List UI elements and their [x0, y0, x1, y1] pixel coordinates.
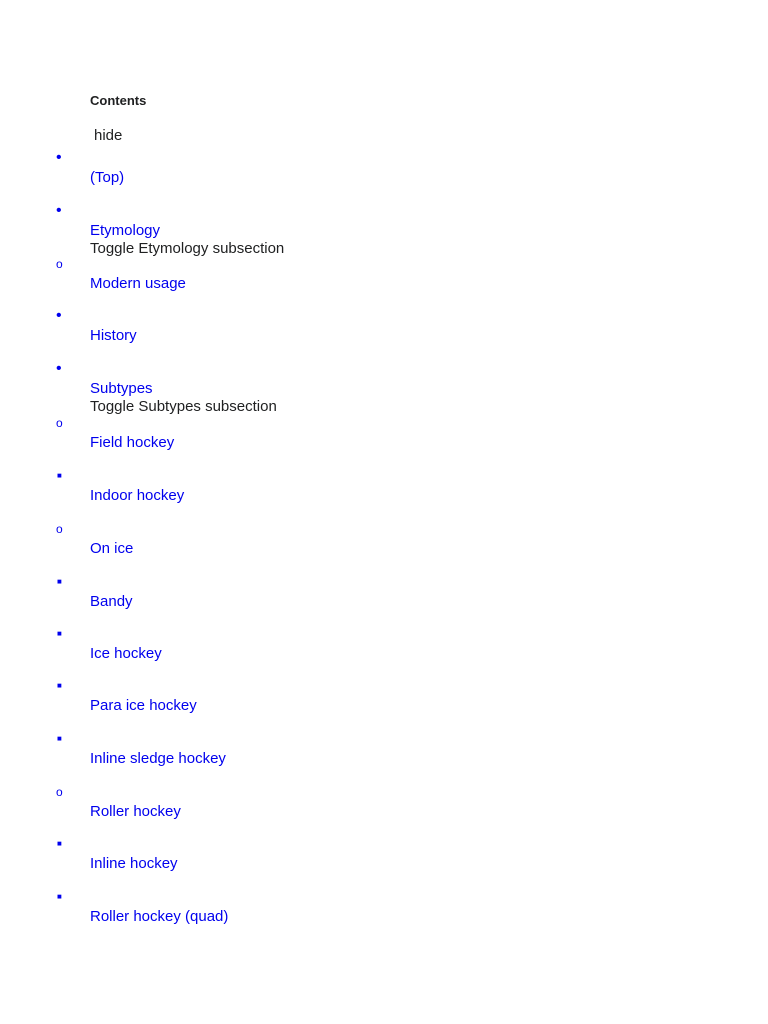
toc-link-roller-hockey-quad[interactable]: Roller hockey (quad) [90, 908, 229, 925]
square-bullet-icon: ■ [57, 577, 62, 586]
toc-item-field-hockey [0, 416, 700, 454]
circle-bullet-icon: o [56, 522, 63, 536]
toc-link-inline-sledge-hockey[interactable]: Inline sledge hockey [90, 750, 226, 767]
bullet-icon: • [56, 307, 62, 324]
square-bullet-icon: ■ [57, 471, 62, 480]
bullet-icon: • [56, 360, 62, 377]
bullet-icon: • [56, 149, 62, 166]
toc-item-inline-sledge-hockey [0, 734, 700, 770]
toc-item-top [0, 149, 700, 189]
toc-title: Contents [90, 93, 147, 108]
circle-bullet-icon: o [56, 257, 63, 271]
square-bullet-icon: ■ [57, 629, 62, 638]
toggle-subtypes-button[interactable]: Toggle Subtypes subsection [90, 398, 277, 415]
toc-link-roller-hockey[interactable]: Roller hockey [90, 803, 181, 820]
toc-item-para-ice-hockey [0, 681, 700, 717]
toc-link-para-ice-hockey[interactable]: Para ice hockey [90, 697, 197, 714]
toc-link-etymology[interactable]: Etymology [90, 222, 161, 239]
toc-item-ice-hockey [0, 629, 700, 665]
toc-link-ice-hockey[interactable]: Ice hockey [90, 645, 162, 662]
toc-link-top[interactable]: (Top) [90, 169, 125, 186]
toc-item-roller-hockey-quad [0, 892, 700, 928]
bullet-icon: • [56, 202, 62, 219]
circle-bullet-icon: o [56, 416, 63, 430]
toc-link-modern-usage[interactable]: Modern usage [90, 275, 186, 292]
toc-item-history [0, 307, 700, 347]
toc-item-etymology [0, 202, 700, 257]
toc-link-indoor-hockey[interactable]: Indoor hockey [90, 487, 185, 504]
square-bullet-icon: ■ [57, 892, 62, 901]
toc-item-on-ice [0, 522, 700, 560]
toc-hide-button[interactable]: hide [94, 127, 123, 144]
toc-item-bandy [0, 577, 700, 613]
square-bullet-icon: ■ [57, 681, 62, 690]
toc-item-modern-usage [0, 257, 700, 295]
toc-item-roller-hockey [0, 785, 700, 823]
toc-link-bandy[interactable]: Bandy [90, 593, 133, 610]
toc-link-inline-hockey[interactable]: Inline hockey [90, 855, 178, 872]
toc-item-inline-hockey [0, 839, 700, 875]
toc-item-indoor-hockey [0, 471, 700, 507]
toggle-etymology-button[interactable]: Toggle Etymology subsection [90, 240, 285, 257]
toc-link-field-hockey[interactable]: Field hockey [90, 434, 175, 451]
circle-bullet-icon: o [56, 785, 63, 799]
toc-link-history[interactable]: History [90, 327, 137, 344]
square-bullet-icon: ■ [57, 839, 62, 848]
toc-item-subtypes [0, 360, 700, 415]
toc-link-on-ice[interactable]: On ice [90, 540, 134, 557]
square-bullet-icon: ■ [57, 734, 62, 743]
toc-link-subtypes[interactable]: Subtypes [90, 380, 153, 397]
